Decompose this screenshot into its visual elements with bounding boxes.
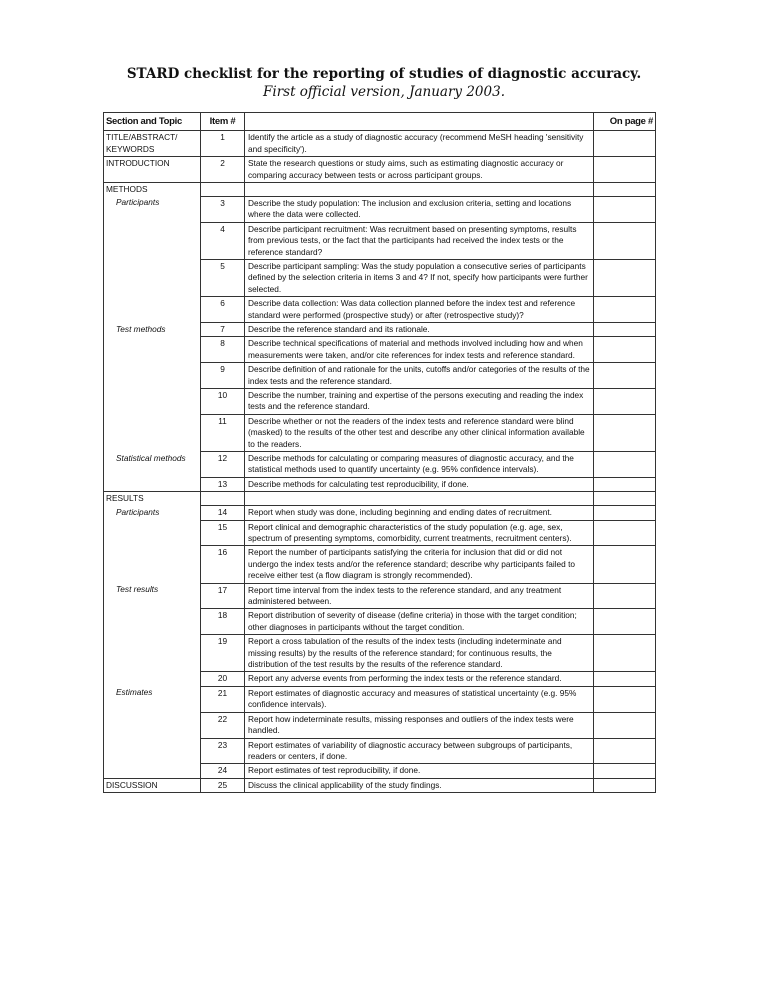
- on-page-cell[interactable]: [594, 635, 656, 672]
- on-page-cell[interactable]: [594, 492, 656, 506]
- item-description: Describe definition of and rationale for the units, cutoffs and/or categories of the results of the index tests and the reference standard.: [245, 363, 594, 389]
- subsection-label: [104, 414, 201, 451]
- on-page-cell[interactable]: [594, 738, 656, 764]
- subsection-label: Participants: [104, 196, 201, 222]
- table-row: [104, 764, 656, 778]
- section-label: METHODS: [104, 183, 201, 197]
- subsection-label: [104, 635, 201, 672]
- on-page-cell[interactable]: [594, 337, 656, 363]
- subsection-label: [104, 337, 201, 363]
- item-number: 18: [201, 609, 245, 635]
- item-number: [201, 492, 245, 506]
- item-number: 23: [201, 738, 245, 764]
- item-number: 8: [201, 337, 245, 363]
- on-page-cell[interactable]: [594, 609, 656, 635]
- header-section-topic: Section and Topic: [104, 113, 201, 131]
- stard-checklist-table: [103, 112, 656, 793]
- on-page-cell[interactable]: [594, 131, 656, 157]
- item-description: Report estimates of variability of diagnostic accuracy between subgroups of participants, readers or centers, if done.: [245, 738, 594, 764]
- header-on-page: On page #: [594, 113, 656, 131]
- table-row: [104, 452, 656, 478]
- subsection-label: [104, 477, 201, 491]
- item-description: [245, 183, 594, 197]
- table-row: [104, 196, 656, 222]
- subsection-label: [104, 520, 201, 546]
- table-row: [104, 712, 656, 738]
- item-description: Describe the reference standard and its rationale.: [245, 323, 594, 337]
- table-row: [104, 414, 656, 451]
- item-description: Report distribution of severity of disease (define criteria) in those with the target condition; other diagnoses in participants without the target condition.: [245, 609, 594, 635]
- item-description: Report estimates of test reproducibility, if done.: [245, 764, 594, 778]
- item-description: Report estimates of diagnostic accuracy and measures of statistical uncertainty (e.g. 95% confidence intervals).: [245, 686, 594, 712]
- section-header-row: [104, 183, 656, 197]
- table-row: [104, 686, 656, 712]
- table-header-row: [104, 113, 656, 131]
- table-row: [104, 323, 656, 337]
- item-description: Report any adverse events from performing the index tests or the reference standard.: [245, 672, 594, 686]
- subsection-label: [104, 259, 201, 296]
- on-page-cell[interactable]: [594, 520, 656, 546]
- on-page-cell[interactable]: [594, 259, 656, 296]
- item-description: Report clinical and demographic characteristics of the study population (e.g. age, sex, spectrum of presenting symptoms, comorbidity, current treatments, recruitment centers).: [245, 520, 594, 546]
- subsection-label: [104, 389, 201, 415]
- section-label: TITLE/ABSTRACT/ KEYWORDS: [104, 131, 201, 157]
- item-description: Identify the article as a study of diagnostic accuracy (recommend MeSH heading 'sensitivity and specificity').: [245, 131, 594, 157]
- item-number: 25: [201, 778, 245, 792]
- table-row: [104, 609, 656, 635]
- item-number: 19: [201, 635, 245, 672]
- on-page-cell[interactable]: [594, 363, 656, 389]
- subsection-label: [104, 738, 201, 764]
- subsection-label: [104, 672, 201, 686]
- item-number: 11: [201, 414, 245, 451]
- item-number: 20: [201, 672, 245, 686]
- item-number: 4: [201, 222, 245, 259]
- subsection-label: [104, 297, 201, 323]
- item-number: 6: [201, 297, 245, 323]
- table-row: [104, 259, 656, 296]
- table-row: [104, 546, 656, 583]
- on-page-cell[interactable]: [594, 477, 656, 491]
- on-page-cell[interactable]: [594, 506, 656, 520]
- subsection-label: [104, 546, 201, 583]
- item-number: 12: [201, 452, 245, 478]
- item-description: State the research questions or study aims, such as estimating diagnostic accuracy or comparing accuracy between tests or across participant groups.: [245, 157, 594, 183]
- item-number: 21: [201, 686, 245, 712]
- subsection-label: Test results: [104, 583, 201, 609]
- item-description: Describe the number, training and expertise of the persons executing and reading the index tests and the reference standard.: [245, 389, 594, 415]
- item-description: Discuss the clinical applicability of the study findings.: [245, 778, 594, 792]
- section-label: RESULTS: [104, 492, 201, 506]
- item-description: Describe the study population: The inclusion and exclusion criteria, setting and locations where the data were collected.: [245, 196, 594, 222]
- on-page-cell[interactable]: [594, 196, 656, 222]
- item-description: Describe participant recruitment: Was recruitment based on presenting symptoms, results from previous tests, or the fact that the participants had received the index tests or the reference standard?: [245, 222, 594, 259]
- document-subtitle: First official version, January 2003.: [263, 84, 505, 100]
- subsection-label: Test methods: [104, 323, 201, 337]
- item-description: Report how indeterminate results, missing responses and outliers of the index tests were handled.: [245, 712, 594, 738]
- subsection-label: Estimates: [104, 686, 201, 712]
- item-number: 5: [201, 259, 245, 296]
- item-description: Describe data collection: Was data collection planned before the index test and reference standard were performed (prospective study) or after (retrospective study)?: [245, 297, 594, 323]
- document-title: STARD checklist for the reporting of studies of diagnostic accuracy.: [126, 66, 642, 82]
- subsection-label: [104, 712, 201, 738]
- table-row: [104, 222, 656, 259]
- on-page-cell[interactable]: [594, 686, 656, 712]
- table-row: [104, 389, 656, 415]
- item-description: Report time interval from the index tests to the reference standard, and any treatment administered between.: [245, 583, 594, 609]
- item-number: 14: [201, 506, 245, 520]
- item-description: Describe whether or not the readers of the index tests and reference standard were blind (masked) to the results of the other test and describe any other clinical information available to the readers.: [245, 414, 594, 451]
- table-row: [104, 131, 656, 157]
- table-row: [104, 738, 656, 764]
- header-description: [245, 113, 594, 131]
- on-page-cell[interactable]: [594, 712, 656, 738]
- table-row: [104, 520, 656, 546]
- subsection-label: [104, 609, 201, 635]
- item-description: Report a cross tabulation of the results of the index tests (including indeterminate and missing results) by the results of the reference standard; for continuous results, the distribution of the test results by the results of the reference standard.: [245, 635, 594, 672]
- item-description: Describe technical specifications of material and methods involved including how and when measurements were taken, and/or cite references for index tests and reference standard.: [245, 337, 594, 363]
- on-page-cell[interactable]: [594, 414, 656, 451]
- item-number: [201, 183, 245, 197]
- item-number: 10: [201, 389, 245, 415]
- item-description: Describe methods for calculating test reproducibility, if done.: [245, 477, 594, 491]
- table-row: [104, 778, 656, 792]
- on-page-cell[interactable]: [594, 183, 656, 197]
- section-label: INTRODUCTION: [104, 157, 201, 183]
- on-page-cell[interactable]: [594, 222, 656, 259]
- item-number: 17: [201, 583, 245, 609]
- table-row: [104, 635, 656, 672]
- table-row: [104, 672, 656, 686]
- on-page-cell[interactable]: [594, 452, 656, 478]
- item-description: Describe methods for calculating or comparing measures of diagnostic accuracy, and the statistical methods used to quantify uncertainty (e.g. 95% confidence intervals).: [245, 452, 594, 478]
- on-page-cell[interactable]: [594, 297, 656, 323]
- item-number: 9: [201, 363, 245, 389]
- item-number: 13: [201, 477, 245, 491]
- section-header-row: [104, 492, 656, 506]
- section-label: DISCUSSION: [104, 778, 201, 792]
- subsection-label: Statistical methods: [104, 452, 201, 478]
- item-number: 22: [201, 712, 245, 738]
- on-page-cell[interactable]: [594, 157, 656, 183]
- subsection-label: [104, 363, 201, 389]
- table-row: [104, 363, 656, 389]
- on-page-cell[interactable]: [594, 583, 656, 609]
- item-description: Report when study was done, including beginning and ending dates of recruitment.: [245, 506, 594, 520]
- item-description: Report the number of participants satisfying the criteria for inclusion that did or did not undergo the index tests and/or the reference standard; describe why participants failed to receive either test (a flow diagram is strongly recommended).: [245, 546, 594, 583]
- item-description: [245, 492, 594, 506]
- table-row: [104, 583, 656, 609]
- subsection-label: [104, 222, 201, 259]
- on-page-cell[interactable]: [594, 546, 656, 583]
- on-page-cell[interactable]: [594, 672, 656, 686]
- table-row: [104, 337, 656, 363]
- item-number: 1: [201, 131, 245, 157]
- item-number: 2: [201, 157, 245, 183]
- item-number: 16: [201, 546, 245, 583]
- on-page-cell[interactable]: [594, 778, 656, 792]
- item-number: 7: [201, 323, 245, 337]
- table-row: [104, 477, 656, 491]
- item-number: 24: [201, 764, 245, 778]
- table-row: [104, 506, 656, 520]
- table-row: [104, 157, 656, 183]
- table-row: [104, 297, 656, 323]
- subsection-label: Participants: [104, 506, 201, 520]
- item-number: 3: [201, 196, 245, 222]
- on-page-cell[interactable]: [594, 389, 656, 415]
- item-number: 15: [201, 520, 245, 546]
- item-description: Describe participant sampling: Was the study population a consecutive series of participants defined by the selection criteria in items 3 and 4? If not, specify how participants were further selected.: [245, 259, 594, 296]
- on-page-cell[interactable]: [594, 764, 656, 778]
- subsection-label: [104, 764, 201, 778]
- header-item-number: Item #: [201, 113, 245, 131]
- on-page-cell[interactable]: [594, 323, 656, 337]
